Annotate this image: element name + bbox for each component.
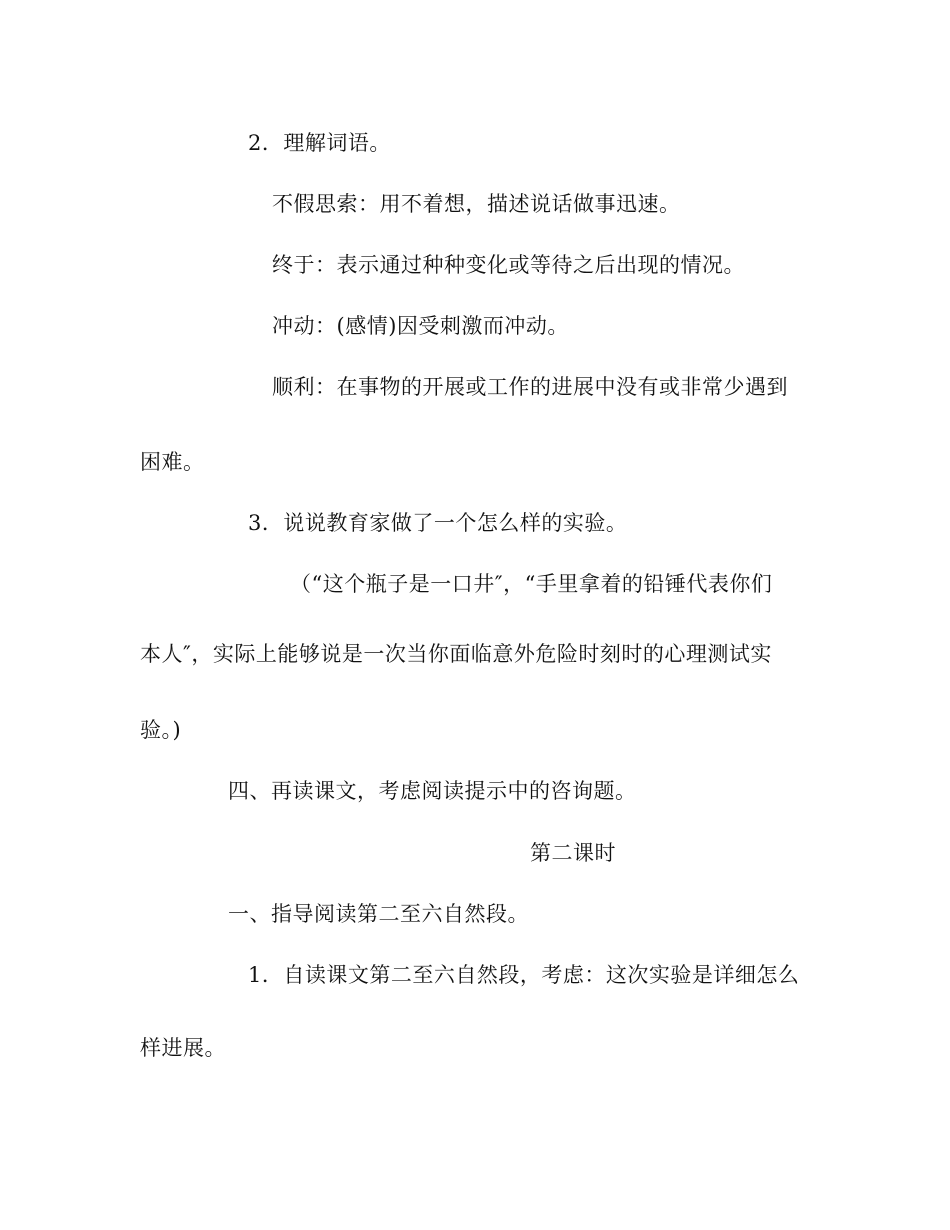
section-1-heading: 一、指导阅读第二至六自然段。	[228, 902, 529, 926]
experiment-paragraph-line-2: 本人″，实际上能够说是一次当你面临意外危险时刻时的心理测试实	[140, 642, 772, 666]
item-1-question-cont: 样进展。	[140, 1036, 226, 1060]
definition-chongdong: 冲动：(感情)因受刺激而冲动。	[272, 314, 569, 338]
lesson-2-title: 第二课时	[530, 841, 616, 865]
definition-bujiasisuo: 不假思索：用不着想，描述说话做事迅速。	[272, 192, 681, 216]
item-3-heading: 3．说说教育家做了一个怎么样的实验。	[248, 511, 628, 535]
definition-zhongyu: 终于：表示通过种种变化或等待之后出现的情况。	[272, 253, 745, 277]
definition-shunli: 顺利：在事物的开展或工作的进展中没有或非常少遇到	[272, 375, 788, 399]
experiment-paragraph-line-3: 验。)	[140, 718, 182, 742]
section-4-heading: 四、再读课文，考虑阅读提示中的咨询题。	[228, 779, 637, 803]
item-1-question: 1．自读课文第二至六自然段，考虑：这次实验是详细怎么	[248, 963, 800, 987]
experiment-paragraph-line-1: （“这个瓶子是一口井″，“手里拿着的铅锤代表你们	[290, 572, 773, 596]
definition-shunli-cont: 困难。	[140, 450, 205, 474]
item-2-heading: 2．理解词语。	[248, 131, 391, 155]
